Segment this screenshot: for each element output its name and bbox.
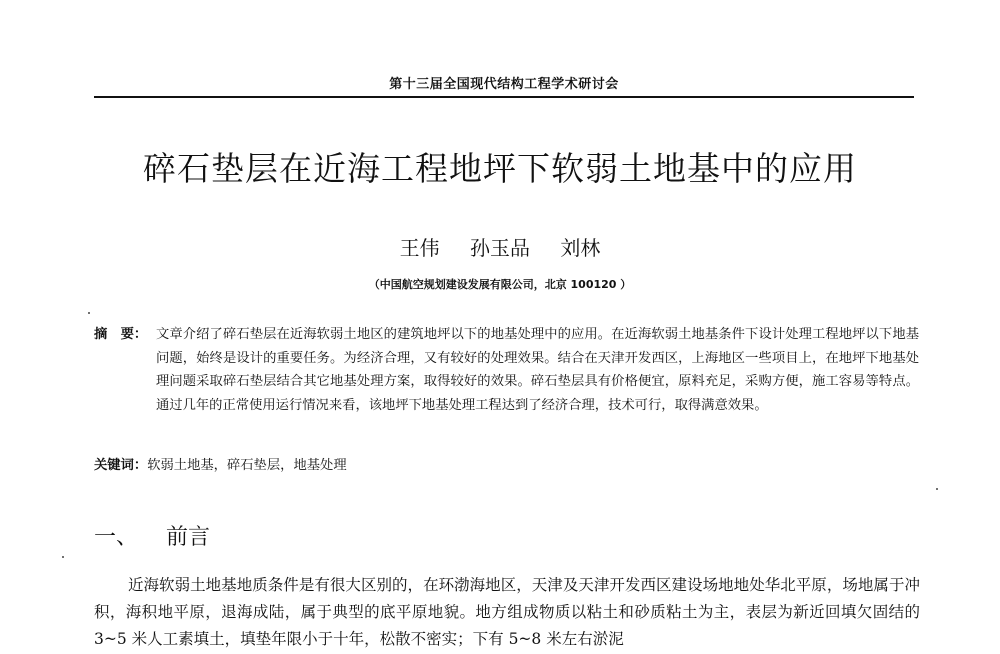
author-list [0,232,1000,261]
keywords-text: 软弱土地基，碎石垫层，地基处理 [147,458,347,473]
keywords-line [94,456,914,476]
abstract-block [94,323,919,417]
section-number: 一、 [94,525,139,550]
section-title: 前言 [166,525,211,550]
body-paragraph: 近海软弱土地基地质条件是有很大区别的，在环渤海地区，天津及天津开发西区建设场地地处华北平原，场地属于冲积，海积地平原，退海成陆，属于典型的底平原地貌。地方组成物质以粘土和砂质粘土为主，表层为新近回填欠固结的 3~5 米人工素填土，填垫年限小于十年，松散不密实；下有 5~8 米左右淤泥 [94,576,920,648]
abstract-label: 摘 要： [94,327,148,342]
author-name: 孙玉品 [470,236,530,260]
affiliation: （中国航空规划建设发展有限公司，北京 100120 ） [368,278,632,291]
section-heading [94,520,210,551]
running-head: 第十三届全国现代结构工程学术研讨会 [389,77,619,92]
author-name: 刘林 [560,236,601,260]
scan-speck [936,488,938,490]
abstract-text: 文章介绍了碎石垫层在近海软弱土地区的建筑地坪以下的地基处理中的应用。在近海软弱土地基条件下设计处理工程地坪以下地基问题，始终是设计的重要任务。为经济合理，又有较好的处理效果。结合在天津开发西区，上海地区一些项目上，在地坪下地基处理问题采取碎石垫层结合其它地基处理方案，取得较好的效果。碎石垫层具有价格便宜，原料充足，采购方便，施工容易等特点。通过几年的正常使用运行情况来看，该地坪下地基处理工程达到了经济合理，技术可行，取得满意效果。 [156,327,919,413]
keywords-label: 关键词： [94,458,148,473]
scan-speck [88,312,90,314]
author-name: 王伟 [399,236,440,260]
paper-title: 碎石垫层在近海工程地坪下软弱土地基中的应用 [143,149,857,188]
scan-speck [62,556,64,558]
header-rule [94,96,914,98]
